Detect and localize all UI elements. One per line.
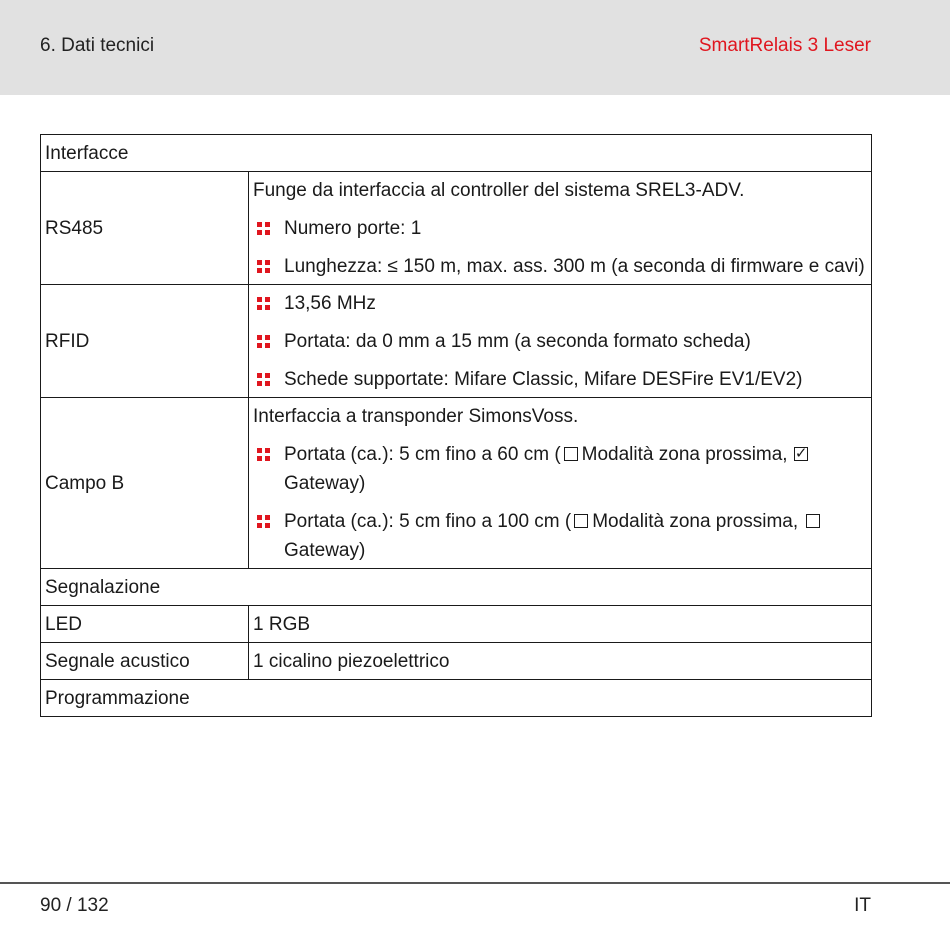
bullet-icon <box>257 260 270 273</box>
table-row <box>41 135 872 172</box>
bullet-icon <box>257 335 270 348</box>
led-value: 1 RGB <box>249 606 872 643</box>
list-item <box>253 289 867 318</box>
rfid-label: RFID <box>41 285 249 398</box>
product-name: SmartRelais 3 Leser <box>698 35 871 56</box>
list-item <box>253 327 867 356</box>
list-item <box>253 214 867 243</box>
page-number: 90 / 132 <box>40 895 109 916</box>
specs-table <box>40 134 872 717</box>
bullet-icon <box>257 373 270 386</box>
rs485-bullets <box>253 214 867 281</box>
checkbox-icon <box>574 514 588 528</box>
checkbox-icon <box>794 447 808 461</box>
campo-b-intro: Interfaccia a transponder SimonsVoss. <box>253 406 579 427</box>
bullet-text: Lunghezza: ≤ 150 m, max. ass. 300 m (a seconda di firmware e cavi) <box>284 256 865 277</box>
table-row <box>41 643 872 680</box>
interfaces-heading: Interfacce <box>41 135 872 172</box>
checkbox-icon <box>564 447 578 461</box>
rs485-label: RS485 <box>41 172 249 285</box>
bullet-text: Portata (ca.): 5 cm fino a 60 cm ( <box>284 444 561 465</box>
buzzer-label: Segnale acustico <box>41 643 249 680</box>
signal-heading: Segnalazione <box>41 569 872 606</box>
table-row <box>41 680 872 717</box>
bullet-icon <box>257 222 270 235</box>
bullet-text: Portata (ca.): 5 cm fino a 100 cm ( <box>284 511 572 532</box>
page-header <box>0 0 950 95</box>
option-text: Gateway) <box>284 473 366 494</box>
option-text: Modalità zona prossima, <box>581 444 788 465</box>
table-row <box>41 398 872 569</box>
table-row <box>41 606 872 643</box>
language-code: IT <box>854 895 871 916</box>
led-label: LED <box>41 606 249 643</box>
bullet-text: Numero porte: 1 <box>284 218 422 239</box>
buzzer-value: 1 cicalino piezoelettrico <box>249 643 872 680</box>
bullet-text: 13,56 MHz <box>284 293 376 314</box>
programming-heading: Programmazione <box>41 680 872 717</box>
bullet-icon <box>257 515 270 528</box>
campo-b-bullets <box>253 440 867 565</box>
rs485-intro: Funge da interfaccia al controller del sistema SREL3-ADV. <box>253 180 745 201</box>
table-row <box>41 285 872 398</box>
list-item <box>253 252 867 281</box>
table-row <box>41 172 872 285</box>
list-item <box>253 440 867 498</box>
list-item <box>253 507 867 565</box>
bullet-text: Schede supportate: Mifare Classic, Mifare DESFire EV1/EV2) <box>284 369 803 390</box>
campo-b-label: Campo B <box>41 398 249 569</box>
checkbox-icon <box>806 514 820 528</box>
rs485-value <box>249 172 872 285</box>
list-item <box>253 365 867 394</box>
bullet-icon <box>257 448 270 461</box>
section-title: 6. Dati tecnici <box>40 35 155 56</box>
option-text: Modalità zona prossima, <box>592 511 799 532</box>
bullet-icon <box>257 297 270 310</box>
campo-b-value <box>249 398 872 569</box>
option-text: Gateway) <box>284 540 366 561</box>
rfid-bullets <box>253 289 867 394</box>
bullet-text: Portata: da 0 mm a 15 mm (a seconda formato scheda) <box>284 331 751 352</box>
footer-divider <box>0 882 950 884</box>
rfid-value <box>249 285 872 398</box>
table-row <box>41 569 872 606</box>
